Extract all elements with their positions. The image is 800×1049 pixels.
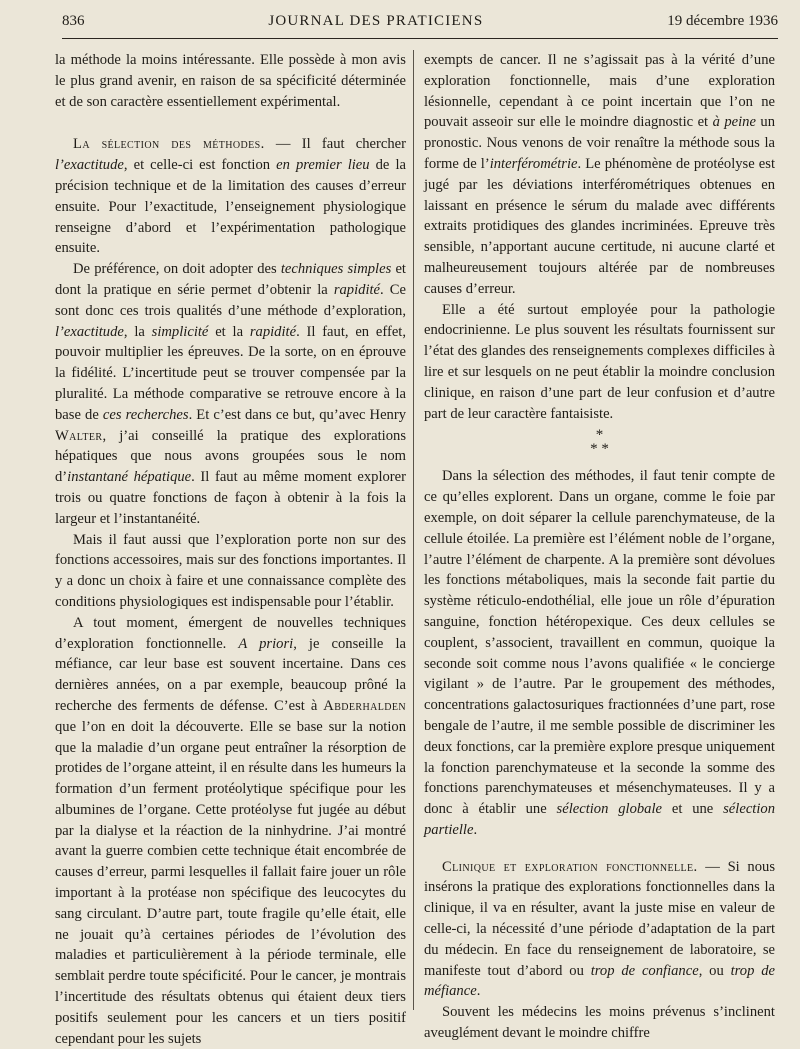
- author-name: Abderhalden: [323, 697, 406, 714]
- left-column: [55, 50, 406, 1049]
- section-paragraph-clinique: [424, 857, 775, 1003]
- text-run: et la: [208, 323, 250, 340]
- page-number: 836: [62, 13, 85, 29]
- text-run: la méthode la moins intéressante. Elle possède à mon avis le plus grand avenir, en raison de sa spécificité déterminée et de son caractère essentiellement expérimental.: [55, 52, 406, 110]
- italic-text: techniques simples: [280, 261, 392, 278]
- section-gap: [55, 112, 406, 134]
- italic-text: interférométrie: [489, 155, 578, 172]
- text-run: A tout moment, émergent de nouvelles techniques d’exploration fonctionnelle.: [55, 614, 406, 652]
- paragraph: [55, 259, 406, 529]
- header-rule: [62, 38, 778, 39]
- text-run: , et celle-ci est fonction: [123, 157, 277, 174]
- section-heading-clinique: Clinique et exploration fonctionnelle.: [442, 858, 698, 875]
- italic-text: rapidité: [249, 323, 297, 340]
- text-run: . Il faut, en effet, pouvoir multiplier les épreuves. De la sorte, on en éprouve la fidélité. L’incertitude peut se trouver compensée par la pluralité. La méthode comparative se retrouve encore à la base de: [55, 323, 406, 423]
- journal-title: JOURNAL DES PRATICIENS: [268, 13, 484, 29]
- paragraph: [55, 530, 406, 613]
- section-text: [424, 859, 775, 1000]
- paragraph: [424, 300, 775, 425]
- italic-text: en premier lieu: [276, 157, 370, 174]
- section-gap: [424, 841, 775, 857]
- text-run: et une: [662, 801, 724, 818]
- text-run: — Si nous insérons la pratique des explorations fonctionnelles dans la clinique, il va en résulter, avant la juste mise en valeur de celle-ci, la nécessité d’une période d’adaptation de la part du médecin. En face du renseignement de laboratoire, se manifeste tout d’abord ou: [424, 858, 776, 979]
- text-run: De préférence, on doit adopter des: [73, 261, 281, 278]
- italic-text: rapidité: [333, 281, 381, 298]
- italic-text: à peine: [712, 114, 756, 131]
- text-run: Elle a été surtout employée pour la pathologie endocrinienne. Le plus souvent les résultats fournissent sur l’état des glandes des renseignements complexes difficiles à lire et sur lesquels on ne peut établir la moindre conclusion clinique, en raison d’une part de leur confusion et d’autre part de leur caractère fantaisiste.: [424, 301, 775, 422]
- italic-text: A priori: [238, 635, 294, 652]
- text-run: . Et c’est dans ce but, qu’avec Henry: [188, 406, 406, 423]
- italic-text: instantané hépatique: [67, 469, 192, 486]
- paragraph: [424, 1002, 775, 1044]
- text-run: , je conseille la méfiance, car leur base est souvent incertaine. Dans ces dernières années, on a par exemple, beaucoup prôné la recherche des ferments de défense. C’est à: [55, 635, 406, 714]
- paragraph: [55, 50, 406, 112]
- text-run: Mais il faut aussi que l’exploration porte non sur des fonctions accessoires, mais sur des fonctions importantes. Il y a donc un choix à faire et une connaissance complète des conditions physiologiques est indispensable pour l’établir.: [55, 531, 406, 610]
- section-text: [55, 136, 406, 256]
- section-separator: [424, 428, 775, 458]
- italic-text: trop de méfiance: [424, 962, 775, 1000]
- text-run: que l’on en doit la découverte. Elle se base sur la notion que la maladie d’un organe peut entraîner la résorption de protides de l’organe atteint, il en résulte dans les humeurs la formation d’un ferment protéolytique spécifique pour les albumines de l’organe. Cette protéolyse fut jugée au début par la dialyse et la réaction de la ninhydrine. J’ai montré avant la guerre combien cette technique était encombrée de causes d’erreur, parmi lesquelles il fallait faire jouer un rôle important à la protéase non spécifique des leucocytes du sang circulant. D’autre part, toute fragile qu’elle était, elle ne jouait qu’à certaines périodes de l’évolution des maladies et particulièrement à la période terminale, elle semblait perdre toute spécificité. Pour le cancer, je montrais l’incertitude des résultats obtenus qui étaient deux tiers positifs seulement pour les cancers et un tiers positif cependant pour les sujets: [55, 718, 406, 1047]
- author-name: Walter: [55, 427, 103, 444]
- text-run: .: [476, 983, 481, 1000]
- running-header: [62, 13, 778, 35]
- italic-text: sélection partielle: [424, 801, 775, 838]
- section-paragraph-selection: [55, 134, 406, 259]
- text-run: un pronostic. Nous venons de voir renaître la méthode sous la forme de l’: [424, 114, 775, 172]
- text-run: Dans la sélection des méthodes, il faut tenir compte de ce qu’elles explorent. Dans un organe, comme le foie par exemple, on doit séparer la cellule parenchymateuse, de la cellule étoilée. La première est l’élément noble de l’organe, l’autre l’élément de charpente. A la première sont dévolues les fonctions métaboliques, mais la seconde fait partie du système réticulo-endothélial, elle joue un rôle d’épuration sanguine, fonction hétéropexique. Ces deux cellules se couplent, s’associent, travaillent en commun, quoique la seconde soit comme nous l’avons qualifiée « le concierge vigilant » de l’autre. Par le groupement des méthodes, concentrations galactosuriques fractionnées d’une part, rose bengale de l’autre, il me semble possible de discriminer les deux fonctions, car la première explore presque uniquement la fonction parenchymateuse et la seconde la somme des fonctions parenchymateuses et mésenchymateuses. Il y a donc à établir une: [424, 468, 775, 818]
- right-column: [424, 50, 775, 1044]
- text-run: de la précision technique et de la limitation des causes d’erreur ensuite. Pour l’exactitude, l’enseignement physiologique renseigne d’abord et l’expérimentation pathologique ensuite.: [55, 157, 406, 257]
- italic-text: simplicité: [151, 323, 209, 340]
- text-run: , la: [123, 323, 152, 340]
- italic-text: trop de confiance: [590, 962, 699, 979]
- text-run: exempts de cancer. Il ne s’agissait pas à la vérité d’une exploration fonctionnelle, mais d’une exploration lésionnelle, cependant à ce point incertain que l’on ne pouvait asseoir sur elle le moindre diagnostic et: [424, 52, 775, 131]
- italic-text: ces recherches: [102, 406, 189, 423]
- paragraph: [424, 466, 775, 840]
- text-run: et dont la pratique en série permet d’obtenir la: [55, 261, 406, 298]
- text-run: . Le phénomène de protéolyse est jugé par les déviations interférométriques obtenues en laissant en présence le sérum du malade avec différents extraits protidiques des glandes incriminées. Epreuve très sensible, n’apportant aucune certitude, ni aucune clarté et malheureusement toujours altérée par de nombreuses causes d’erreur.: [424, 155, 775, 297]
- text-run: — Il faut chercher: [264, 136, 407, 153]
- separator-star: *: [595, 427, 604, 444]
- italic-text: l’exactitude: [55, 157, 124, 174]
- paragraph: [55, 613, 406, 1049]
- separator-stars: * *: [590, 441, 609, 458]
- text-run: . Ce sont donc ces trois qualités d’une méthode d’exploration,: [55, 281, 406, 319]
- text-run: , ou: [698, 962, 731, 979]
- italic-text: sélection globale: [556, 801, 663, 818]
- text-run: . Il faut au même moment explorer trois ou quatre fonctions de façon à obtenir à la fois la largeur et l’instantanéité.: [55, 469, 406, 527]
- italic-text: l’exactitude: [55, 323, 124, 340]
- issue-date: 19 décembre 1936: [667, 13, 778, 29]
- text-run: .: [473, 821, 478, 838]
- paragraph: [424, 50, 775, 300]
- section-heading-selection: La sélection des méthodes.: [73, 136, 265, 153]
- column-divider: [413, 50, 414, 1010]
- text-run: , j’ai conseillé la pratique des explorations hépatiques que nous avons groupées sous le nom d’: [55, 427, 406, 486]
- text-run: Souvent les médecins les moins prévenus s’inclinent aveuglément devant le moindre chiffre: [424, 1004, 775, 1042]
